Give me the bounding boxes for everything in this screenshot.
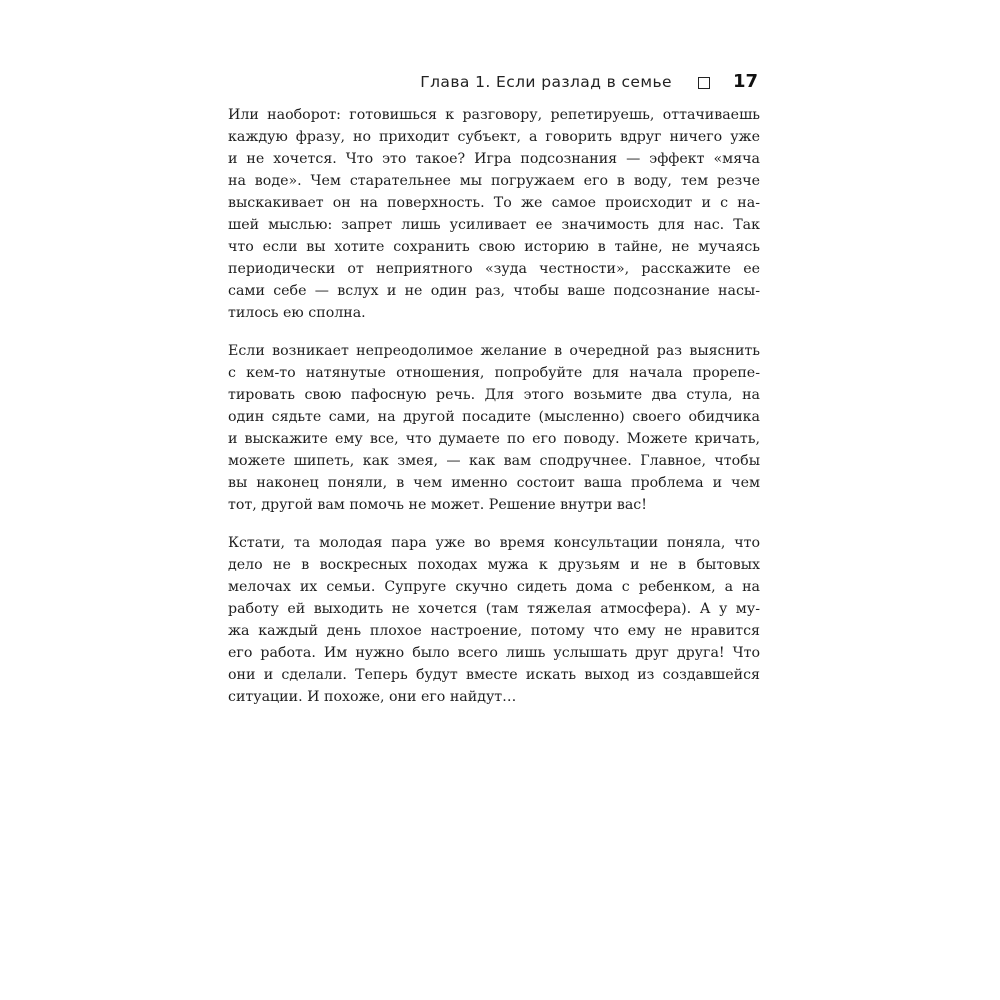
text-line: на воде». Чем старательнее мы погружаем его в воду, тем резче [228, 173, 760, 189]
text-line: с кем-то натянутые отношения, попробуйте для начала прорепе- [228, 365, 760, 381]
text-line: дело не в воскресных походах мужа к друзьям и не в бытовых [228, 557, 760, 573]
text-line: ситуации. И похоже, они его найдут… [228, 689, 517, 705]
paragraph [228, 532, 760, 708]
square-bullet-icon [698, 77, 710, 89]
text-line: периодически от неприятного «зуда честности», расскажите ее [228, 261, 760, 277]
text-line: и выскажите ему все, что думаете по его поводу. Можете кричать, [228, 431, 760, 447]
chapter-title: Глава 1. Если разлад в семье [420, 72, 672, 91]
text-line: тот, другой вам помочь не может. Решение внутри вас! [228, 497, 647, 513]
text-line: можете шипеть, как змея, — как вам сподручнее. Главное, чтобы [228, 453, 760, 469]
text-line: вы наконец поняли, в чем именно состоит ваша проблема и чем [228, 475, 760, 491]
paragraph [228, 340, 760, 516]
text-line: мелочах их семьи. Супруге скучно сидеть дома с ребенком, а на [228, 579, 760, 595]
paragraph [228, 104, 760, 324]
text-line: что если вы хотите сохранить свою историю в тайне, не мучаясь [228, 239, 760, 255]
text-line: и не хочется. Что это такое? Игра подсознания — эффект «мяча [228, 151, 760, 167]
page-number: 17 [732, 71, 758, 92]
text-line: сами себе — вслух и не один раз, чтобы ваше подсознание насы- [228, 283, 760, 299]
text-line: выскакивает он на поверхность. То же самое происходит и с на- [228, 195, 760, 211]
text-line: Если возникает непреодолимое желание в очередной раз выяснить [228, 343, 760, 359]
text-line: один сядьте сами, на другой посадите (мысленно) своего обидчика [228, 409, 760, 425]
text-line: жа каждый день плохое настроение, потому что ему не нравится [228, 623, 760, 639]
text-line: его работа. Им нужно было всего лишь услышать друг друга! Что [228, 645, 760, 661]
text-line: тировать свою пафосную речь. Для этого возьмите два стула, на [228, 387, 760, 403]
text-line: тилось ею сполна. [228, 305, 366, 321]
text-line: шей мыслью: запрет лишь усиливает ее значимость для нас. Так [228, 217, 760, 233]
text-line: Кстати, та молодая пара уже во время консультации поняла, что [228, 535, 760, 551]
text-line: Или наоборот: готовишься к разговору, репетируешь, оттачиваешь [228, 107, 760, 123]
running-head [420, 71, 758, 92]
text-line: работу ей выходить не хочется (там тяжелая атмосфера). А у му- [228, 601, 760, 617]
text-line: каждую фразу, но приходит субъект, а говорить вдруг ничего уже [228, 129, 760, 145]
text-line: они и сделали. Теперь будут вместе искать выход из создавшейся [228, 667, 760, 683]
body-text [228, 104, 760, 724]
